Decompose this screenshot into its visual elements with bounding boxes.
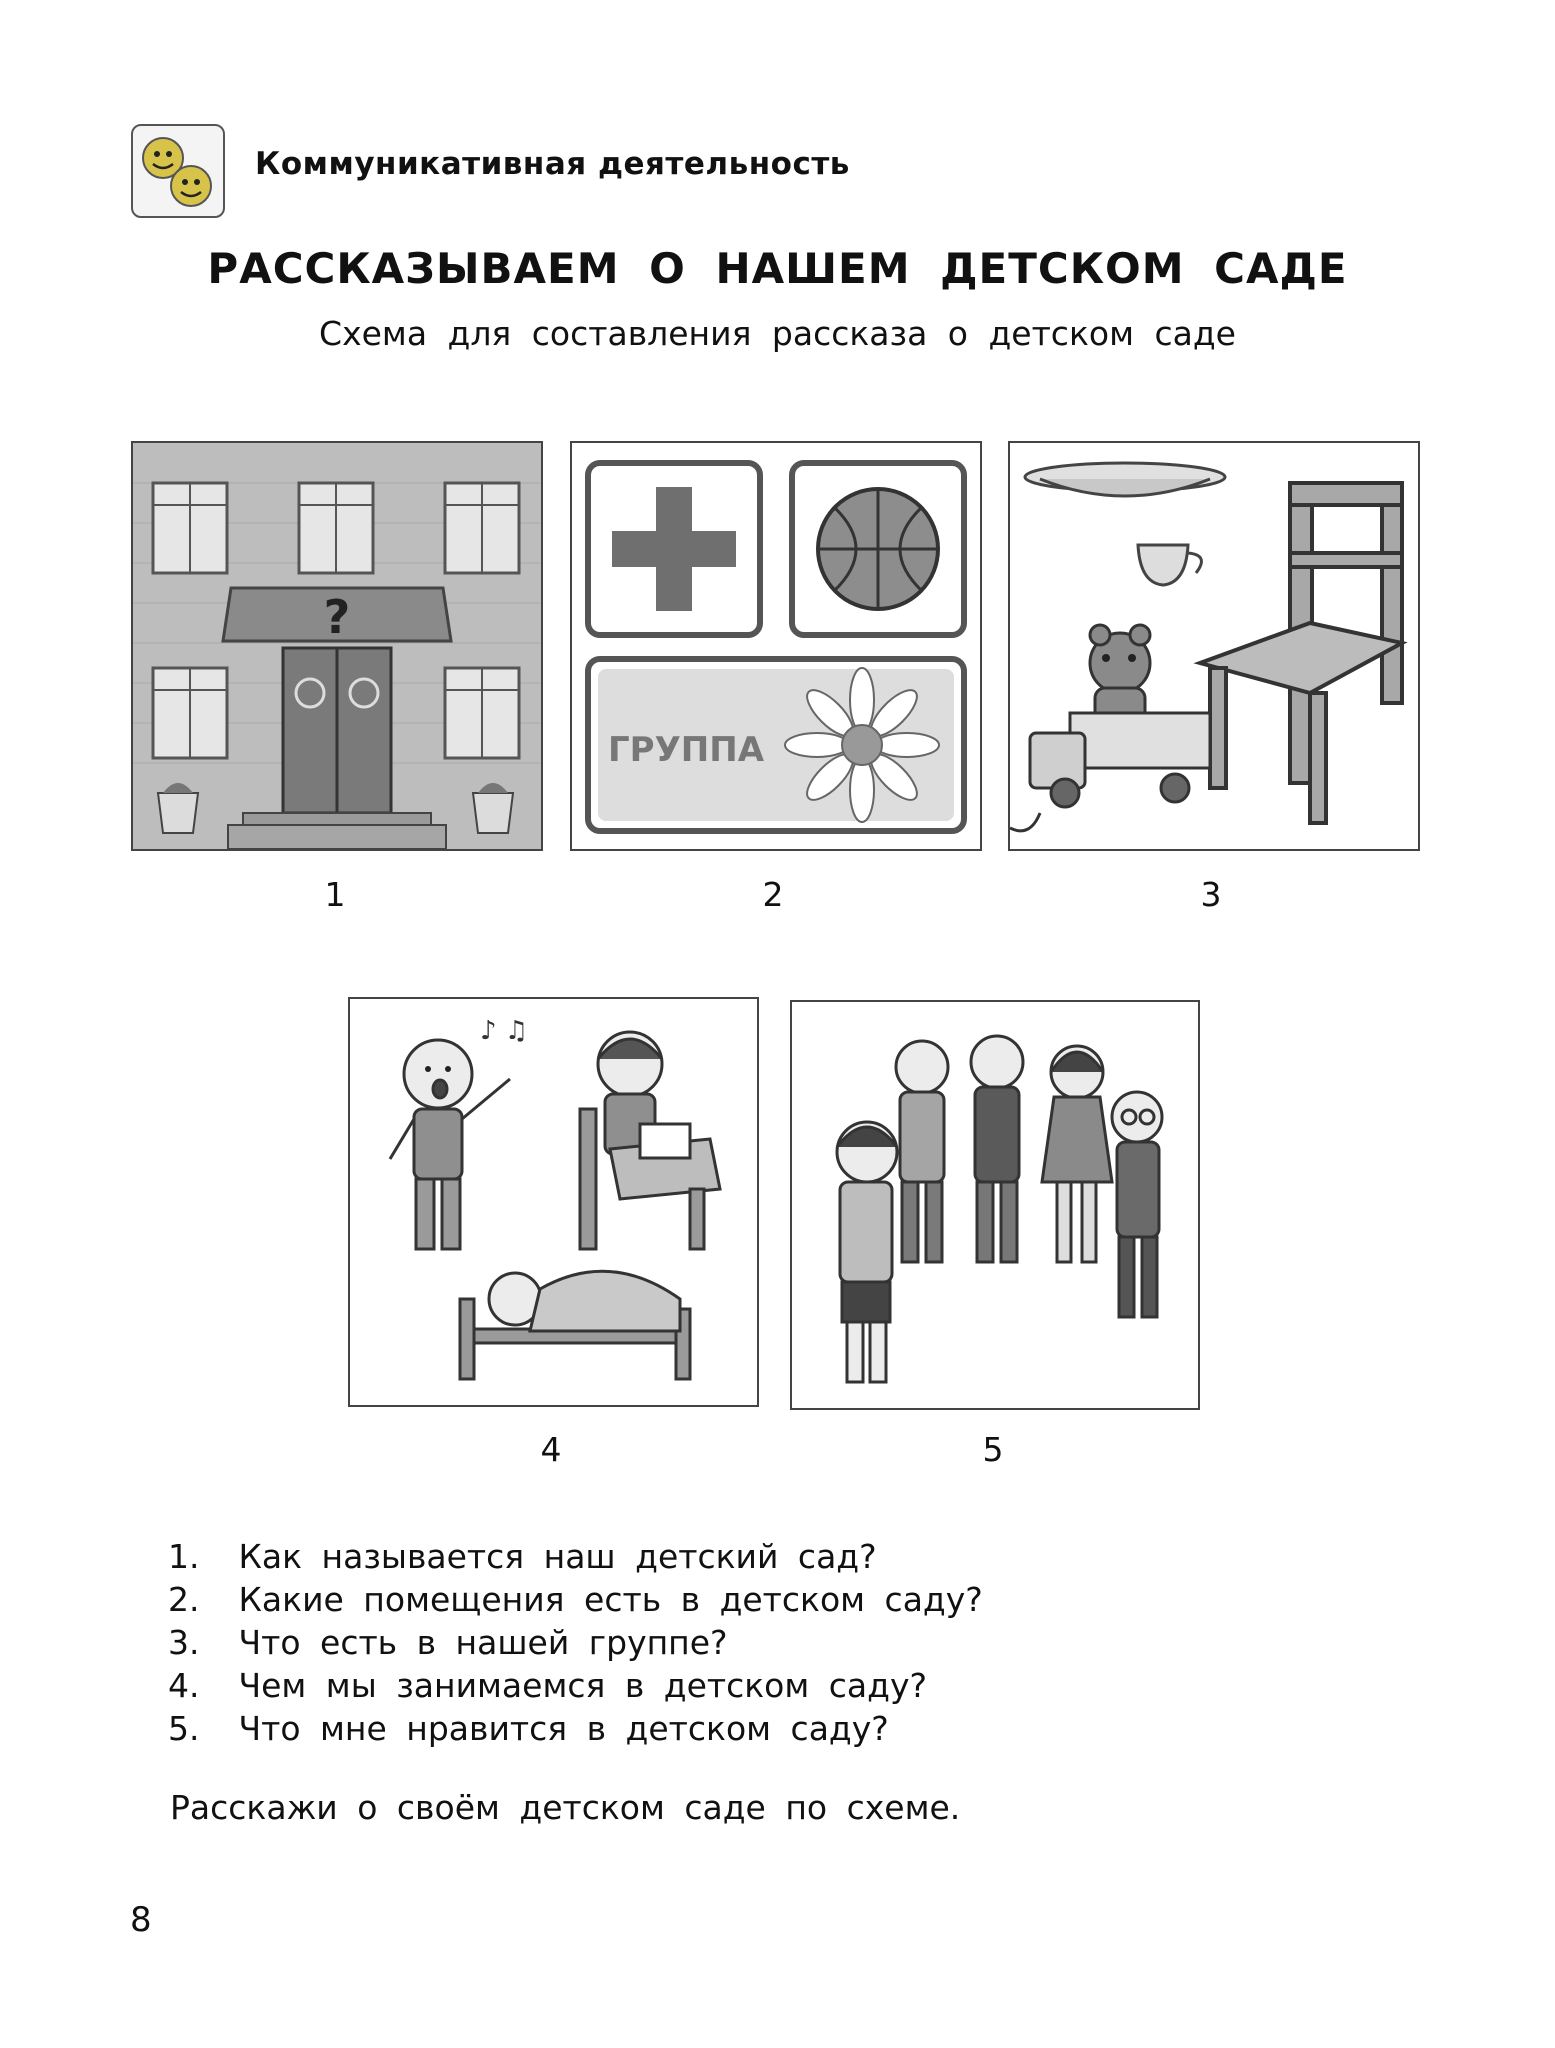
group-objects-icon <box>1010 443 1418 849</box>
panel-3-number: 3 <box>1200 875 1222 914</box>
questions-list <box>168 1535 983 1750</box>
page-number: 8 <box>130 1900 152 1940</box>
instruction-text: Расскажи о своём детском саде по схеме. <box>170 1788 961 1827</box>
panel-1-building <box>131 441 543 851</box>
panel-2-rooms <box>570 441 982 851</box>
panel-2-number: 2 <box>762 875 784 914</box>
rooms-icon <box>572 443 980 849</box>
svg-text:♪ ♫: ♪ ♫ <box>480 1016 529 1046</box>
question-3: 3. Что есть в нашей группе? <box>168 1623 728 1662</box>
panel-5-children <box>790 1000 1200 1410</box>
question-2: 2. Какие помещения есть в детском саду? <box>168 1580 983 1619</box>
question-5: 5. Что мне нравится в детском саду? <box>168 1709 889 1748</box>
panel-1-number: 1 <box>324 875 346 914</box>
page-subtitle: Схема для составления рассказа о детском саде <box>319 314 1236 353</box>
question-1: 1. Как называется наш детский сад? <box>168 1537 877 1576</box>
panel-3-objects <box>1008 441 1420 851</box>
panel-4-activities <box>348 997 759 1407</box>
activities-icon <box>350 999 757 1405</box>
panel-5-number: 5 <box>982 1430 1004 1469</box>
children-group-icon <box>792 1002 1198 1408</box>
svg-text:?: ? <box>323 590 351 644</box>
smiley-faces-icon <box>131 124 225 218</box>
svg-text:ГРУППА: ГРУППА <box>608 730 765 770</box>
page-title: РАССКАЗЫВАЕМ О НАШЕМ ДЕТСКОМ САДЕ <box>207 244 1348 293</box>
question-4: 4. Чем мы занимаемся в детском саду? <box>168 1666 927 1705</box>
panel-4-number: 4 <box>540 1430 562 1469</box>
section-title: Коммуникативная деятельность <box>255 146 850 182</box>
kindergarten-building-icon <box>133 443 541 849</box>
